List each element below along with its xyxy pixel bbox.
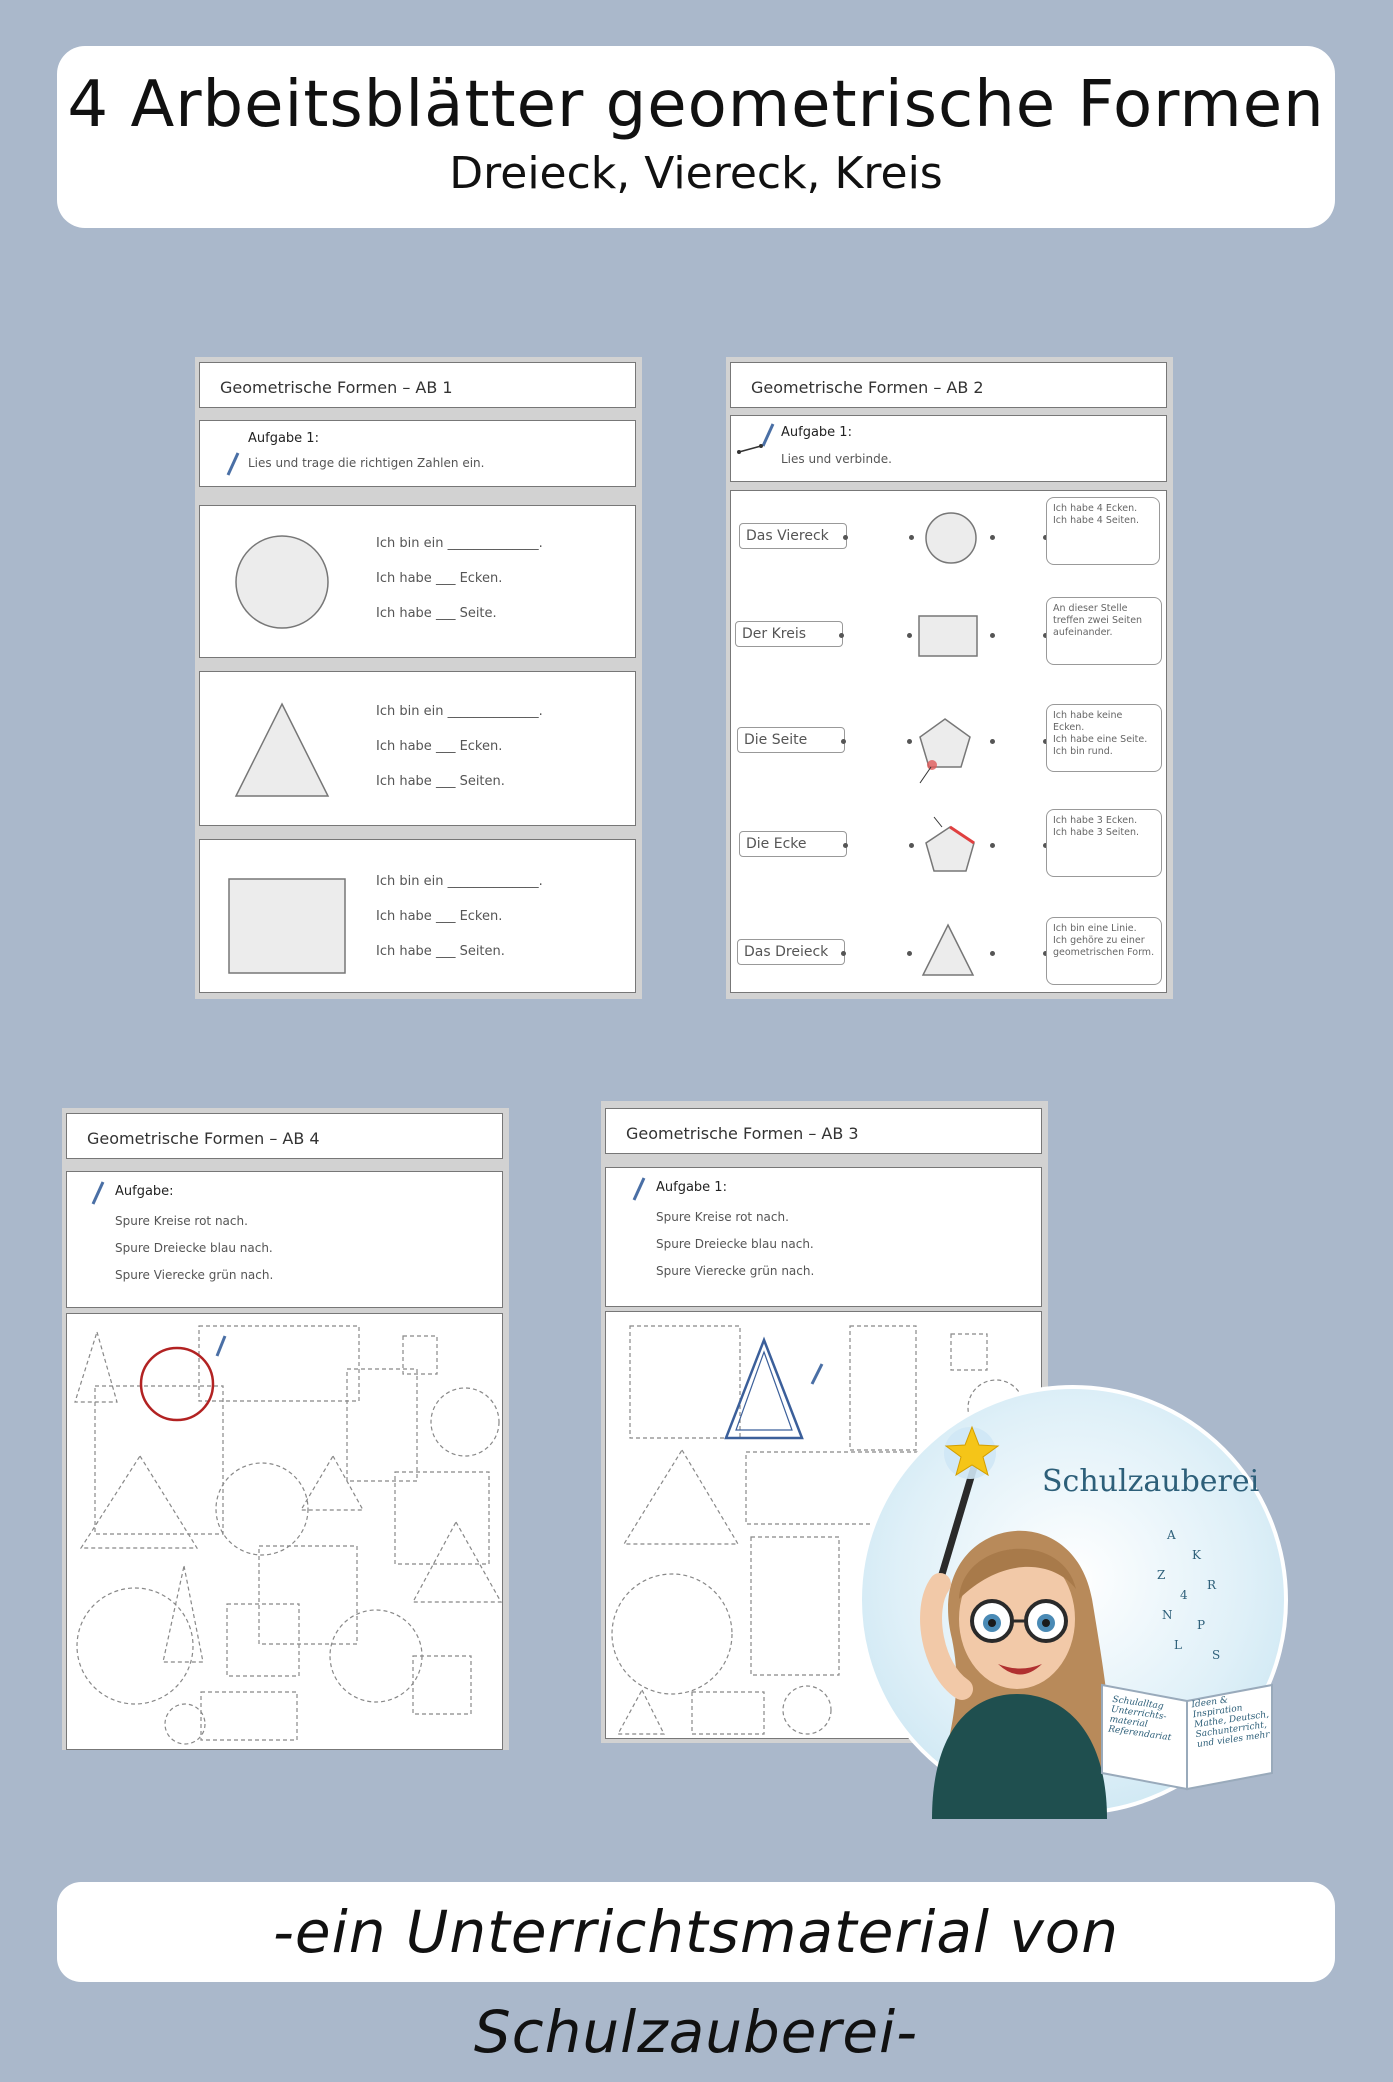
ab1-title-box (199, 362, 636, 408)
circle-shape (924, 511, 978, 565)
connect-dot (843, 535, 848, 540)
connect-dot (907, 739, 912, 744)
ab4-title: Geometrische Formen – AB 4 (87, 1129, 320, 1148)
traced-circle-red (141, 1348, 213, 1420)
ab4-line-3: Spure Vierecke grün nach. (115, 1268, 274, 1282)
ab2-task-heading: Aufgabe 1: (781, 425, 852, 440)
connect-dot (990, 739, 995, 744)
ab4-title-box (66, 1113, 503, 1159)
ab1-row3-line1: Ich bin ein ______________. (376, 874, 543, 889)
connect-line-icon (737, 420, 777, 456)
ab3-task-heading: Aufgabe 1: (656, 1180, 727, 1195)
worksheet-ab4 (62, 1108, 509, 1750)
ab2-task-text: Lies und verbinde. (781, 452, 892, 466)
ab4-line-1: Spure Kreise rot nach. (115, 1214, 248, 1228)
svg-text:L: L (1174, 1638, 1182, 1652)
header-card (57, 46, 1335, 228)
ab3-title: Geometrische Formen – AB 3 (626, 1124, 859, 1143)
ab2-desc-3: Ich habe keine Ecken. Ich habe eine Seite. Ich bin rund. (1046, 704, 1162, 772)
ab1-row2-line1: Ich bin ein ______________. (376, 704, 543, 719)
ab2-label-viereck: Das Viereck (739, 523, 847, 549)
square-shape (228, 878, 346, 974)
ab2-title-box (730, 362, 1167, 408)
ab2-desc-1: Ich habe 4 Ecken. Ich habe 4 Seiten. (1046, 497, 1160, 565)
pentagon-shape (920, 815, 980, 877)
worksheet-ab1 (195, 357, 642, 999)
connect-dot (990, 633, 995, 638)
pencil-icon (91, 1182, 105, 1206)
connect-dot (841, 951, 846, 956)
svg-text:N: N (1162, 1608, 1173, 1622)
pentagon-shape (918, 717, 982, 787)
triangle-shape (921, 923, 975, 977)
ab4-task-heading: Aufgabe: (115, 1184, 174, 1199)
ab2-label-seite: Die Seite (737, 727, 845, 753)
ab2-desc-2: An dieser Stelle treffen zwei Seiten aufeinander. (1046, 597, 1162, 665)
connect-dot (907, 951, 912, 956)
ab2-label-kreis: Der Kreis (735, 621, 843, 647)
ab1-row2-line2: Ich habe ___ Ecken. (376, 739, 503, 754)
ab1-row3-line2: Ich habe ___ Ecken. (376, 909, 503, 924)
connect-dot (841, 739, 846, 744)
ab1-task-box (199, 420, 636, 487)
pencil-icon (632, 1178, 646, 1202)
connect-dot (990, 951, 995, 956)
svg-text:P: P (1197, 1618, 1206, 1632)
ab3-line-2: Spure Dreiecke blau nach. (656, 1237, 814, 1251)
ab1-row-square (199, 839, 636, 993)
svg-text:R: R (1207, 1578, 1217, 1592)
svg-text:Z: Z (1157, 1568, 1166, 1582)
connect-dot (909, 535, 914, 540)
ab3-task-box (605, 1167, 1042, 1307)
ab4-trace-area (66, 1313, 503, 1750)
circle-shape (234, 534, 330, 630)
footer-card (57, 1882, 1335, 2066)
ab3-title-box (605, 1108, 1042, 1154)
ab2-task-box (730, 415, 1167, 482)
ab1-task-heading: Aufgabe 1: (248, 431, 319, 446)
ab1-row2-line3: Ich habe ___ Seiten. (376, 774, 505, 789)
footer-text: -ein Unterrichtsmaterial von Schulzauberei- (272, 1898, 1120, 2066)
ab1-title: Geometrische Formen – AB 1 (220, 378, 453, 397)
ab1-row-circle (199, 505, 636, 658)
worksheet-ab2 (726, 357, 1173, 999)
connect-dot (990, 843, 995, 848)
svg-text:4: 4 (1180, 1588, 1188, 1602)
rectangle-shape (918, 615, 978, 657)
svg-text:A: A (1167, 1528, 1176, 1542)
logo-book-right: Ideen & Inspiration Mathe, Deutsch, Sachunterricht, und vieles mehr (1190, 1695, 1271, 1750)
ab4-line-2: Spure Dreiecke blau nach. (115, 1241, 273, 1255)
ab1-row1-line2: Ich habe ___ Ecken. (376, 571, 503, 586)
ab3-line-3: Spure Vierecke grün nach. (656, 1264, 815, 1278)
ab1-row1-line1: Ich bin ein ______________. (376, 536, 543, 551)
svg-text:S: S (1212, 1648, 1221, 1662)
ab2-match-box (730, 490, 1167, 993)
traced-triangle-blue (726, 1340, 802, 1438)
ab3-line-1: Spure Kreise rot nach. (656, 1210, 789, 1224)
ab2-title: Geometrische Formen – AB 2 (751, 378, 984, 397)
schulzauberei-logo (858, 1385, 1288, 1815)
svg-text:K: K (1192, 1548, 1201, 1562)
ab2-label-ecke: Die Ecke (739, 831, 847, 857)
character-illustration (862, 1389, 1292, 1819)
pencil-icon (226, 453, 240, 477)
ab2-label-dreieck: Das Dreieck (737, 939, 845, 965)
logo-name: Schulzauberei (1042, 1464, 1260, 1499)
page-subtitle: Dreieck, Viereck, Kreis (449, 148, 943, 199)
ab2-desc-4: Ich habe 3 Ecken. Ich habe 3 Seiten. (1046, 809, 1162, 877)
connect-dot (839, 633, 844, 638)
page-title: 4 Arbeitsblätter geometrische Formen (67, 68, 1325, 142)
ab1-row3-line3: Ich habe ___ Seiten. (376, 944, 505, 959)
logo-book-left: Schulalltag Unterrichts- material Referendariat (1107, 1694, 1172, 1744)
ab1-row1-line3: Ich habe ___ Seite. (376, 606, 497, 621)
trace-shapes (67, 1314, 504, 1751)
connect-dot (909, 843, 914, 848)
ab1-task-text: Lies und trage die richtigen Zahlen ein. (248, 456, 485, 470)
ab1-row-triangle (199, 671, 636, 826)
connect-dot (843, 843, 848, 848)
ab4-task-box (66, 1171, 503, 1308)
triangle-shape (234, 702, 330, 798)
ab2-desc-5: Ich bin eine Linie. Ich gehöre zu einer geometrischen Form. (1046, 917, 1162, 985)
connect-dot (990, 535, 995, 540)
connect-dot (907, 633, 912, 638)
